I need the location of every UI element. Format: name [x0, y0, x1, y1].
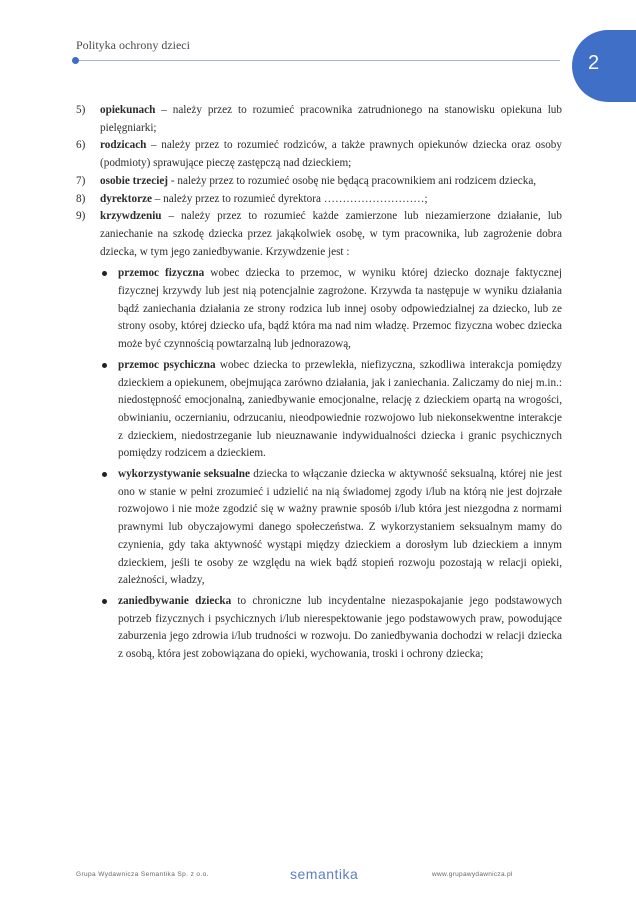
definition-number: 6) [76, 139, 86, 152]
abuse-type-term: przemoc fizyczna [118, 267, 205, 280]
abuse-type-text: to chroniczne lub incydentalne niezaspokajanie jego podstawowych potrzeb fizycznych i psychicznych i/lub nierespektowanie jego podstawowych praw, powodujące zaburzenia jego zdrowia i/lub trudności w rozwoju. Do zaniedbywania dochodzi w relacji dziecka z osobą, która jest zobowiązana do opieki, wychowania, troski i ochrony dziecka; [118, 594, 563, 661]
definition-body [100, 173, 562, 191]
definition-text: – należy przez to rozumieć rodziców, a także prawnych opiekunów dziecka oraz osoby (podmioty) sprawujące pieczę zastępczą nad dzieckiem; [100, 139, 562, 170]
bullet-icon [100, 357, 118, 463]
footer-logo: semantika [290, 866, 359, 882]
abuse-type-term: przemoc psychiczna [118, 358, 216, 371]
abuse-type-text: wobec dziecka to przemoc, w wyniku której dziecko doznaje faktycznej fizycznej krzywdy lub jest nią potencjalnie zagrożone. Krzywda ta następuje w wyniku działania bądź zaniechania działania ze strony rodzica lub innej osoby odpowiedzialnej za dziecko, lub ze strony osoby, której dziecko ufa, bądź która ma nad nim władzę. Przemoc fizyczna wobec dziecka może być czynnością powtarzalną lub jednorazową, [118, 267, 563, 351]
abuse-type-body [118, 357, 562, 463]
abuse-types-list [76, 265, 562, 663]
definition-text: – należy przez to rozumieć pracownika zatrudnionego na stanowisku opiekuna lub pielęgniarki; [100, 104, 562, 134]
definition-item [76, 173, 562, 191]
abuse-type-item [100, 593, 562, 664]
abuse-type-text: dziecka to włączanie dziecka w aktywność seksualną, której nie jest ono w stanie w pełni zrozumieć i udzielić na nią świadomej zgody i/lub na którą nie jest dojrzałe rozwojowo i nie może zgodzić się w ważny prawnie sposób i/lub która jest niezgodna z normami prawnymi lub obyczajowymi danego społeczeństwa. Z wykorzystaniem seksualnym mamy do czynienia, gdy taka aktywność wystąpi między dzieckiem a dorosłym lub dzieckiem a innym dzieckiem, jeśli te osoby ze względu na wiek bądź stopień rozwoju pozostają w relacji opieki, zależności, władzy, [118, 468, 562, 587]
definitions-list [76, 102, 562, 261]
definition-item [76, 191, 562, 209]
definition-text: – należy przez to rozumieć każde zamierzone lub niezamierzone działanie, lub zaniechanie na szkodę dziecka przez jakąkolwiek osobę, w tym pracownika, lub zagrożenie dobra dziecka, w tym jego zaniedbywanie. Krzywdzenie jest : [100, 210, 562, 258]
abuse-type-item [100, 265, 562, 354]
definition-term: opiekunach [100, 104, 156, 116]
footer-website: www.grupawydawnicza.pl [432, 871, 513, 878]
definition-number: 8) [76, 192, 86, 205]
definition-item [76, 102, 562, 137]
page-number: 2 [588, 52, 600, 74]
header-divider-dot [72, 57, 79, 64]
definition-body [100, 191, 562, 209]
definition-number: 5) [76, 104, 86, 116]
abuse-type-item [100, 357, 562, 463]
footer-publisher: Grupa Wydawnicza Semantika Sp. z o.o. [76, 871, 209, 878]
document-header-title: Polityka ochrony dzieci [76, 38, 190, 52]
abuse-type-term: zaniedbywanie dziecka [118, 594, 232, 607]
definition-body [100, 208, 562, 261]
definition-term: krzywdzeniu [100, 210, 162, 223]
definition-item [76, 137, 562, 172]
page-number-badge [572, 30, 636, 102]
document-body [76, 102, 562, 667]
definition-item [76, 208, 562, 261]
definition-text: - należy przez to rozumieć osobę nie będącą pracownikiem ani rodzicem dziecka, [168, 174, 537, 187]
definition-term: dyrektorze [100, 192, 152, 205]
bullet-icon [100, 265, 118, 354]
definition-body [100, 137, 562, 172]
abuse-type-text: wobec dziecka to przewlekła, niefizyczna, szkodliwa interakcja pomiędzy dzieckiem a opiekunem, obejmująca zarówno działania, jak i zaniechania. Zaliczamy do niej m.in.: niedostępność emocjonalną, zaniedbywanie emocjonalne, relację z dzieckiem opartą na wrogości, obwinianiu, oczernianiu, odrzucaniu, nieodpowiednie rozwojowo lub niekonsekwentne interakcje z dzieckiem, niedostrzeganie lub nieuznawanie indywidualności dziecka i granic psychicznych pomiędzy rodzicem a dzieckiem. [118, 358, 562, 460]
definition-body [100, 102, 562, 137]
definition-number: 7) [76, 174, 86, 187]
definition-term: osobie trzeciej [100, 174, 169, 187]
abuse-type-body [118, 593, 562, 664]
bullet-icon [100, 466, 118, 590]
abuse-type-body [118, 265, 562, 354]
definition-term: rodzicach [100, 139, 147, 152]
definition-text: – należy przez to rozumieć dyrektora ………………………; [151, 192, 428, 205]
abuse-type-body [118, 466, 562, 590]
bullet-icon [100, 593, 118, 664]
header-divider [76, 60, 560, 61]
abuse-type-item [100, 466, 562, 590]
abuse-type-term: wykorzystywanie seksualne [118, 468, 250, 481]
definition-number: 9) [76, 210, 86, 223]
